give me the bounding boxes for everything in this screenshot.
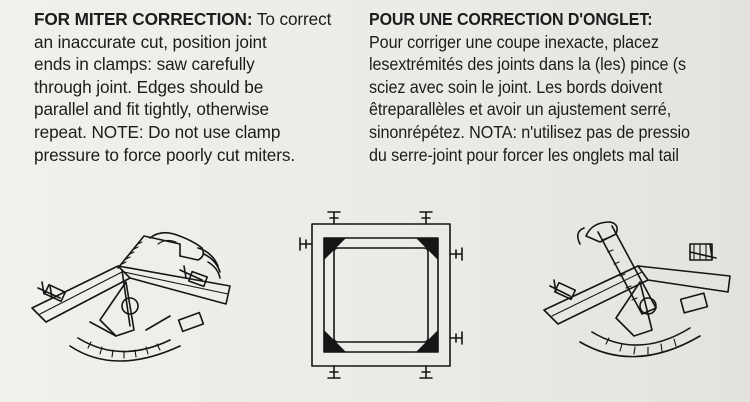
french-heading: POUR UNE CORRECTION D'ONGLET: bbox=[369, 9, 653, 29]
saw-cutting-miter-joint-icon bbox=[30, 226, 245, 396]
french-line: du serre-joint pour forcer les onglets mal tail bbox=[369, 144, 679, 165]
english-line: ends in clamps: saw carefully bbox=[34, 54, 255, 75]
french-line: Pour corriger une coupe inexacte, placez bbox=[369, 31, 659, 52]
french-instructions bbox=[369, 8, 750, 166]
english-line: repeat. NOTE: Do not use clamp bbox=[34, 121, 281, 142]
english-first-line bbox=[34, 8, 354, 31]
french-line: sinonrépétez. NOTA: n'utilisez pas de pressio bbox=[369, 121, 690, 142]
french-line: sciez avec soin le joint. Les bords doivent bbox=[369, 76, 663, 97]
french-line: lesextrémités des joints dans la (les) pince (s bbox=[369, 54, 687, 75]
english-instructions bbox=[34, 8, 354, 166]
english-line: parallel and fit tightly, otherwise bbox=[34, 99, 270, 120]
french-line: êtreparallèles et avoir un ajustement serré, bbox=[369, 99, 672, 120]
corner-clamped-frame-icon bbox=[294, 208, 469, 393]
saw-blade-through-joint-icon bbox=[540, 214, 745, 394]
english-first-line-text: To correct bbox=[252, 9, 332, 29]
english-line: through joint. Edges should be bbox=[34, 76, 264, 97]
english-heading: FOR MITER CORRECTION: bbox=[34, 9, 253, 29]
english-line: an inaccurate cut, position joint bbox=[34, 31, 267, 52]
english-line: pressure to force poorly cut miters. bbox=[34, 144, 295, 165]
